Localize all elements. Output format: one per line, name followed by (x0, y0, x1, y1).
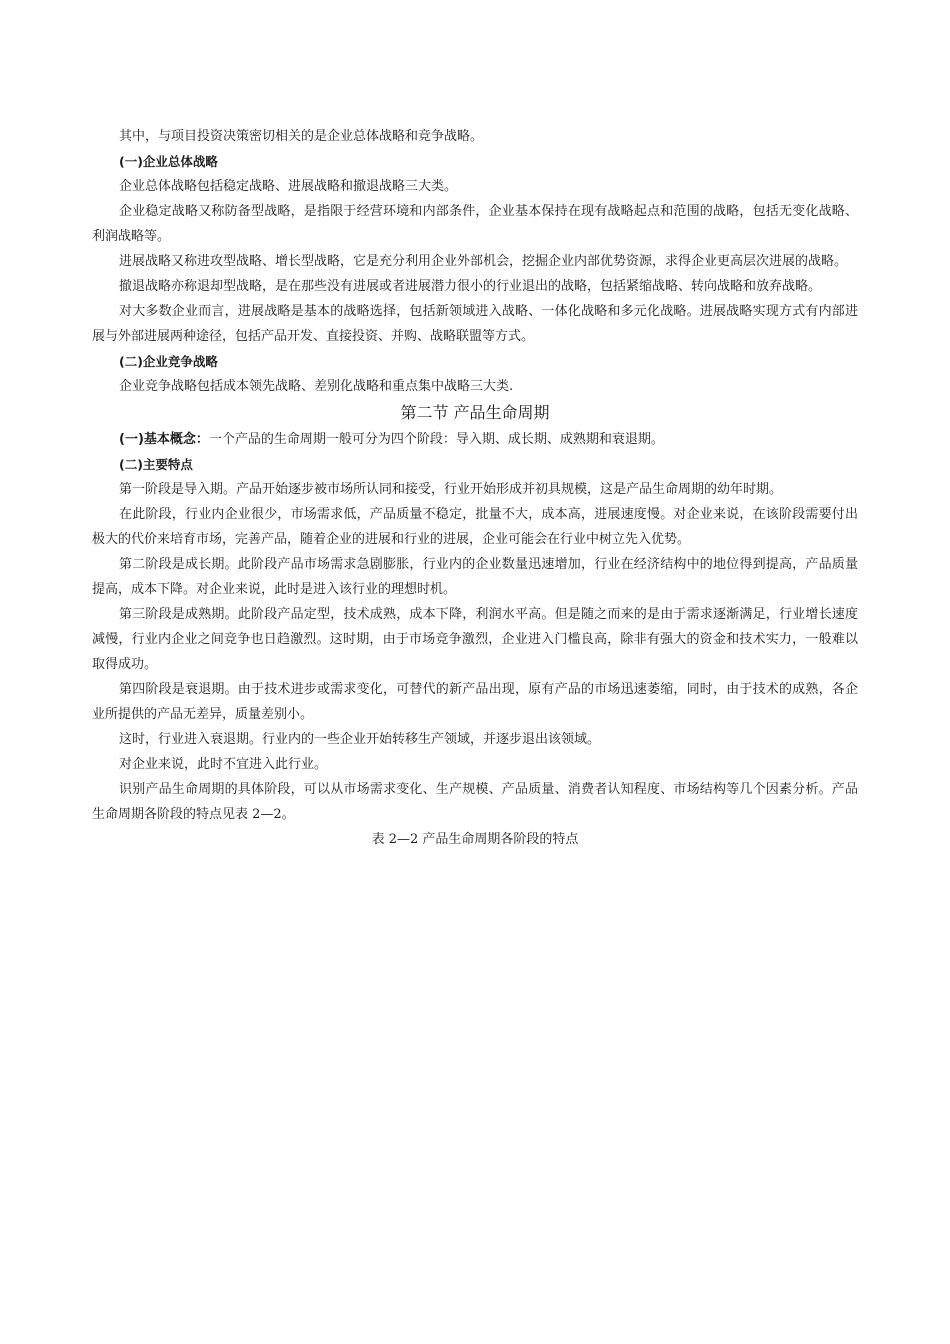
paragraph-basic-concept (92, 427, 858, 452)
section-title: 第二节 产品生命周期 (400, 403, 550, 422)
paragraph: 识别产品生命周期的具体阶段，可以从市场需求变化、生产规模、产品质量、消费者认知程度、市场结构等几个因素分析。产品生命周期各阶段的特点见表 2—2。 (92, 782, 858, 822)
paragraph: 对企业来说，此时不宜进入此行业。 (119, 757, 328, 772)
paragraph: 其中，与项目投资决策密切相关的是企业总体战略和竞争战略。 (119, 129, 484, 144)
basic-concept-text: 一个产品的生命周期一般可分为四个阶段：导入期、成长期、成熟期和衰退期。 (208, 432, 664, 447)
paragraph: 第二阶段是成长期。此阶段产品市场需求急剧膨胀，行业内的企业数量迅速增加，行业在经济结构中的地位得到提高，产品质量提高，成本下降。对企业来说，此时是进入该行业的理想时机。 (92, 557, 858, 597)
paragraph: 企业竞争战略包括成本领先战略、差别化战略和重点集中战略三大类. (119, 379, 514, 394)
paragraph: 第三阶段是成熟期。此阶段产品定型，技术成熟，成本下降，利润水平高。但是随之而来的是由于需求逐渐满足，行业增长速度减慢，行业内企业之间竞争也日趋激烈。这时期，由于市场竞争激烈，企业进入门槛良高，除非有强大的资金和技术实力，一般难以取得成功。 (92, 607, 858, 672)
paragraph: 这时，行业进入衰退期。行业内的一些企业开始转移生产领域，并逐步退出该领域。 (119, 732, 601, 747)
paragraph: 企业总体战略包括稳定战略、进展战略和撤退战略三大类。 (119, 179, 458, 194)
paragraph: 在此阶段，行业内企业很少，市场需求低，产品质量不稳定，批量不大，成本高，进展速度慢。对企业来说，在该阶段需要付出极大的代价来培育市场，完善产品，随着企业的进展和行业的进展，企业可能会在行业中树立先入优势。 (92, 507, 858, 547)
subheading-main-features: (二)主要特点 (119, 457, 193, 472)
paragraph: 进展战略又称进攻型战略、增长型战略，它是充分利用企业外部机会，挖掘企业内部优势资源，求得企业更高层次进展的战略。 (119, 254, 848, 269)
paragraph: 第四阶段是衰退期。由于技术进步或需求变化，可替代的新产品出现，原有产品的市场迅速萎缩，同时，由于技术的成熟，各企业所提供的产品无差异，质量差别小。 (92, 682, 858, 722)
paragraph: 撤退战略亦称退却型战略，是在那些没有进展或者进展潜力很小的行业退出的战略，包括紧缩战略、转向战略和放弃战略。 (119, 279, 822, 294)
subheading-competitive-strategy: (二)企业竞争战略 (119, 354, 218, 369)
basic-concept-label: (一)基本概念： (119, 432, 209, 447)
subheading-overall-strategy: (一)企业总体战略 (119, 154, 218, 169)
paragraph: 企业稳定战略又称防备型战略，是指限于经营环境和内部条件，企业基本保持在现有战略起点和范围的战略，包括无变化战略、利润战略等。 (92, 204, 858, 244)
paragraph: 对大多数企业而言，进展战略是基本的战略选择，包括新领域进入战略、一体化战略和多元化战略。进展战略实现方式有内部进展与外部进展两种途径，包括产品开发、直接投资、并购、战略联盟等方式。 (92, 304, 858, 344)
paragraph: 第一阶段是导入期。产品开始逐步被市场所认同和接受，行业开始形成并初具规模，这是产品生命周期的幼年时期。 (119, 482, 783, 497)
table-caption: 表 2—2 产品生命周期各阶段的特点 (371, 832, 579, 847)
